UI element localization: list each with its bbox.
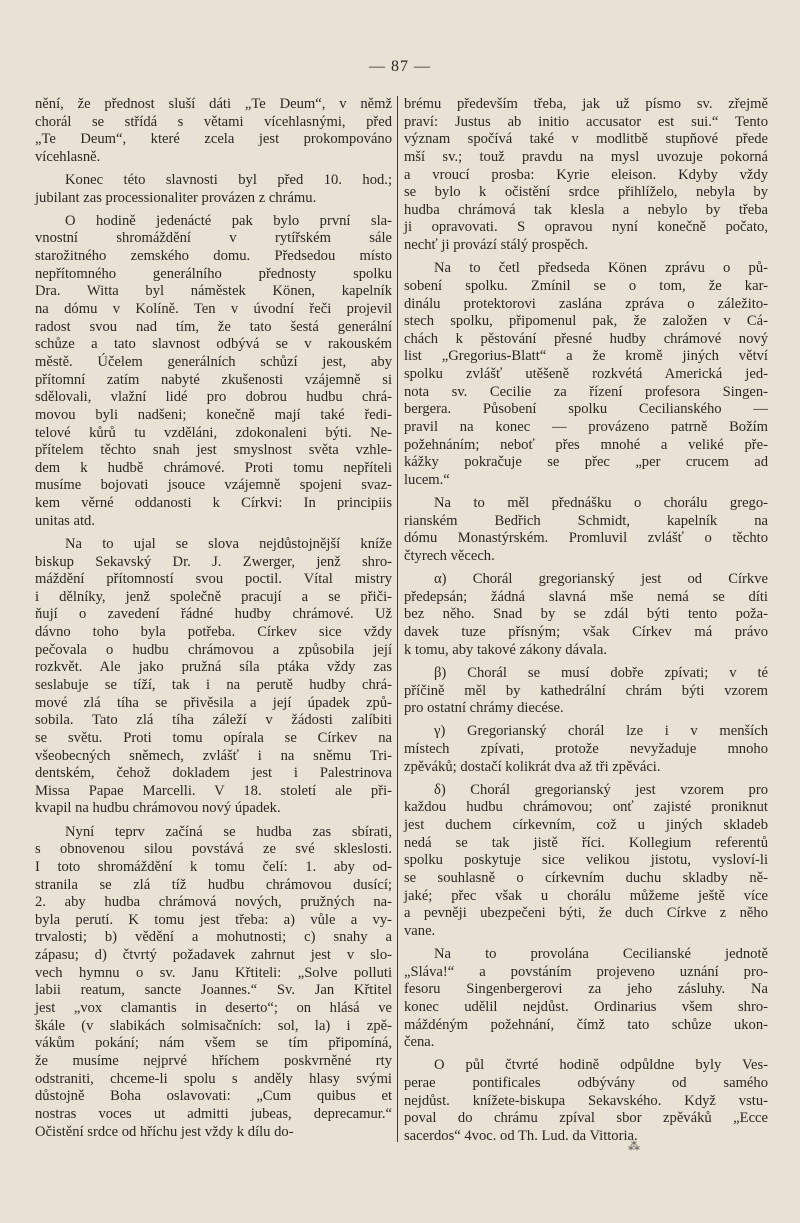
text-line: stech spolku, připomenul pak, že založen v Cá- bbox=[404, 313, 768, 330]
text-line: movou byli nadšeni; konečně mají také ředi- bbox=[35, 406, 392, 423]
text-line: dómu Monastýrském. Promluvil zvlášť o těchto bbox=[404, 530, 768, 547]
paragraph bbox=[404, 495, 768, 566]
text-line: ňují o zavedení řádné hudby chrámové. Už bbox=[35, 606, 392, 623]
text-line: odstraniti, chceme-li spolu s anděly hlasy svými bbox=[35, 1070, 392, 1087]
text-line: α) Chorál gregorianský jest od Církve bbox=[434, 571, 768, 588]
text-line: pro ostatní chrámy diecése. bbox=[404, 700, 564, 717]
text-line: nejdůst. knížete-biskupa Sekavského. Když vstu- bbox=[404, 1092, 768, 1109]
text-line: Konec této slavnosti byl před 10. hod.; bbox=[65, 172, 392, 189]
text-line: se bylo k očistění srdce přihlíželo, nebyla by bbox=[404, 184, 768, 201]
text-line: se světu. Proti tomu opírala se Církev na bbox=[35, 729, 392, 746]
text-line: jest „vox clamantis in deserto“; on hlásá ve bbox=[35, 1000, 392, 1017]
text-line: Nyní teprv začíná se hudba zas sbírati, bbox=[65, 823, 392, 840]
text-line: čena. bbox=[404, 1034, 435, 1051]
text-line: hudba chrámová tak klesla a nebylo by třeba bbox=[404, 201, 768, 218]
text-line: labii reatum, sancte Joannes.“ Sv. Jan Křtitel bbox=[35, 982, 392, 999]
text-line: vnostní shromáždění v rytířském sále bbox=[35, 230, 392, 247]
text-line: radost svou nad tím, že tato šestá generální bbox=[35, 318, 392, 335]
text-line: sobila. Tato zlá tíha záleží v žádosti zalíbiti bbox=[35, 712, 392, 729]
text-line: i dělníky, jenž společně pracují a se přiči- bbox=[35, 588, 392, 605]
text-line: předepsán; žádná slavná mše nemá se díti bbox=[404, 588, 768, 605]
text-line: škále (v slabikách solmisačních: sol, la) i zpě- bbox=[35, 1017, 392, 1034]
paragraph bbox=[35, 536, 392, 818]
paragraph bbox=[404, 96, 768, 255]
text-line: sacerdos“ 4voc. od Th. Lud. da Vittoria. bbox=[404, 1127, 638, 1144]
paragraph bbox=[404, 571, 768, 659]
text-line: sobení spolku. Zmínil se o tom, že kar- bbox=[404, 277, 768, 294]
text-line: konec udělil nejdůst. Ordinarius všem shro- bbox=[404, 998, 768, 1015]
text-line: spolku zvlášť utěšeně rozkvétá Americká jed- bbox=[404, 366, 768, 383]
text-line: musíme bojovati jsouce vzájemně spojeni svaz- bbox=[35, 477, 392, 494]
text-line: I toto shromáždění k tomu čelí: 1. aby od- bbox=[35, 858, 392, 875]
paragraph bbox=[404, 1057, 768, 1145]
text-line: všeobecných sněmech, zvlášť i na sněmu Tri- bbox=[35, 747, 392, 764]
text-line: 2. aby hudba chrámová nových, pružných na- bbox=[35, 894, 392, 911]
text-line: starožitného zemského domu. Předsedou místo bbox=[35, 248, 392, 265]
text-line: byla perutí. K tomu jest třeba: a) vůle a vy- bbox=[35, 911, 392, 928]
text-line: nechť ji provází stálý prospěch. bbox=[404, 237, 589, 254]
text-line: místech zpívati, protože nevyžaduje mnoho bbox=[404, 740, 768, 757]
text-line: dem k hudbě chrámové. Proti tomu nepříteli bbox=[35, 459, 392, 476]
text-line: pečovala o hudbu chrámovou a způsobila její bbox=[35, 641, 392, 658]
text-line: poval do chrámu zpíval sbor zpěváků „Ecce bbox=[404, 1110, 768, 1127]
text-line: zpěváků; dostačí kolikrát dva až tři zpěváci. bbox=[404, 758, 661, 775]
text-line: že musíme nejprvé hříchem poskvrněné rty bbox=[35, 1052, 392, 1069]
text-line: „Sláva!“ a povstáním projeveno uznání pro- bbox=[404, 963, 768, 980]
text-line: nepřítomného generálního přednosty spolku bbox=[35, 265, 392, 282]
text-line: nostras voces ut admitti jubeas, deprecamur.“ bbox=[35, 1105, 392, 1122]
paragraph bbox=[35, 172, 392, 207]
text-line: unitas atd. bbox=[35, 512, 95, 529]
text-line: schůze a tato slavnost odbývá se v rakouském bbox=[35, 336, 392, 353]
text-line: přítomní zatím nabyté zkušenosti vzájemně si bbox=[35, 371, 392, 388]
right-column bbox=[404, 96, 768, 1151]
text-line: a vroucí prosba: Kyrie eleison. Kdyby vždy bbox=[404, 166, 768, 183]
text-line: list „Gregorius-Blatt“ a že kromě jiných větví bbox=[404, 348, 768, 365]
text-line: γ) Gregorianský chorál lze i v menších bbox=[434, 723, 768, 740]
text-line: telové kůrů tu vzděláni, zdokonaleni býti. Ne- bbox=[35, 424, 392, 441]
text-line: chorál se střídá s větami vícehlasnými, před bbox=[35, 113, 392, 130]
text-line: Missa Papae Marcelli. V 18. století ale při- bbox=[35, 782, 392, 799]
text-line: „Te Deum“, které zcela jest prokompováno bbox=[35, 131, 392, 148]
text-line: kem věrné oddanosti k Církvi: In principiis bbox=[35, 495, 392, 512]
end-ornament: ⁂ bbox=[628, 1139, 640, 1153]
text-line: se souhlasně o církevním duchu skladby ně- bbox=[404, 869, 768, 886]
text-line: kvapil na hudbu chrámovou nový úpadek. bbox=[35, 800, 281, 817]
text-line: jest duchem církevním, což u jiných skladeb bbox=[404, 816, 768, 833]
text-line: Na to provolána Cecilianské jednotě bbox=[434, 945, 768, 962]
text-line: máždění přítomností svou poctil. Vítal mistry bbox=[35, 571, 392, 588]
text-line: příčině měl by kathedrální chrám býti vzorem bbox=[404, 682, 768, 699]
text-line: chách k pěstování přesné hudby chrámové nový bbox=[404, 330, 768, 347]
text-line: Na to četl předseda Könen zprávu o pů- bbox=[434, 260, 768, 277]
text-line: nění, že přednost sluší dáti „Te Deum“, v němž bbox=[35, 96, 392, 112]
text-line: bez něho. Snad by se zdál býti tento poža- bbox=[404, 606, 768, 623]
text-line: seslabuje se tíží, tak i na perutě hudby chrá- bbox=[35, 677, 392, 693]
left-column bbox=[35, 96, 392, 1147]
text-line: ji opravovati. S opravou nyní konečně počato, bbox=[404, 219, 768, 236]
text-line: praví: Justus ab initio accusator est sui.“ Tento bbox=[404, 113, 768, 130]
paragraph bbox=[404, 723, 768, 776]
text-line: O půl čtvrté hodině odpůldne byly Ves- bbox=[434, 1057, 768, 1074]
text-line: jubilant zas processionaliter provázen z chrámu. bbox=[35, 189, 317, 206]
text-line: stranila se zlá tíž hudbu chrámovou dusící; bbox=[35, 876, 392, 893]
text-line: bergera. Působení spolku Cecilianského — bbox=[404, 401, 768, 418]
text-line: dávno toho byla potřeba. Církev sice vždy bbox=[35, 624, 392, 641]
text-line: s obnovenou silou povstává ze své skleslosti. bbox=[35, 841, 392, 858]
text-line: perae pontificales odbývány od samého bbox=[404, 1074, 768, 1091]
column-divider bbox=[397, 96, 398, 1142]
text-line: brému především třeba, jak už písmo sv. zřejmě bbox=[404, 96, 768, 112]
text-line: přítelem těchto snah jest smyslnost světa vzhle- bbox=[35, 442, 392, 459]
text-line: spolku poskytuje sice velikou jistotu, vysloví-li bbox=[404, 852, 768, 869]
text-line: vech hymnu o sv. Janu Křtiteli: „Solve polluti bbox=[35, 964, 392, 981]
paragraph bbox=[35, 213, 392, 531]
paragraph bbox=[404, 260, 768, 489]
page-number: — 87 — bbox=[369, 58, 431, 75]
text-line: Na to ujal se slova nejdůstojnější kníže bbox=[65, 535, 392, 552]
text-line: význam spočívá také v modlitbě stupňové přede bbox=[404, 131, 768, 148]
paragraph bbox=[404, 946, 768, 1052]
text-line: O hodině jedenácté pak bylo první sla- bbox=[65, 212, 392, 229]
text-line: davek tuze přísným; však Církev má právo bbox=[404, 624, 768, 641]
text-line: nota sv. Cecilie za řízení profesora Singen- bbox=[404, 383, 768, 400]
text-line: máždéným požehnání, čímž tato schůze ukon- bbox=[404, 1016, 768, 1033]
text-line: Dra. Witta byl náměstek Könen, kapelník bbox=[35, 283, 392, 300]
text-line: rozkvět. Ale jako pružná síla ptáka vždy zas bbox=[35, 659, 392, 676]
text-line: pravil na konec — provázeno patrně Božím bbox=[404, 419, 768, 436]
text-line: lucem.“ bbox=[404, 471, 450, 488]
text-line: fesoru Singenbergerovi za jeho zásluhy. Na bbox=[404, 981, 768, 998]
text-line: sdělovali, vlažní lidé pro dobrou hudbu chrá- bbox=[35, 389, 392, 406]
text-line: kážky pokračuje se přec „per crucem ad bbox=[404, 454, 768, 471]
text-line: zápasu; d) čtvrtý požadavek zahrnut jest v slo- bbox=[35, 947, 392, 964]
text-line: a pevněji ubezpečeni býti, že duch Církve z něho bbox=[404, 905, 768, 922]
text-line: každou hudbu chrámovou; onť zajisté proniknut bbox=[404, 799, 768, 816]
text-line: dentském, čehož dokladem jest i Palestrinova bbox=[35, 765, 392, 782]
paragraph bbox=[404, 782, 768, 941]
paragraph bbox=[35, 824, 392, 1142]
text-line: nedá se tak jistě říci. Kollegium referentů bbox=[404, 834, 768, 851]
text-line: biskup Sekavský Dr. J. Zwerger, jenž shro- bbox=[35, 553, 392, 570]
text-line: mší sv.; touž pravdu na mysl uvozuje pokorná bbox=[404, 148, 768, 165]
text-line: Očistění srdce od hříchu jest vždy k dílu do- bbox=[35, 1123, 294, 1140]
text-line: vícehlasně. bbox=[35, 148, 101, 165]
text-line: vane. bbox=[404, 922, 436, 939]
text-line: mové zlá tíha se přivěsila a její úpadek způ- bbox=[35, 694, 392, 711]
text-line: čtyrech věcech. bbox=[404, 548, 495, 565]
text-line: trvalosti; b) vědění a mohutnosti; c) snahy a bbox=[35, 929, 392, 946]
text-line: dinálu protektorovi zaslána zpráva o záležito- bbox=[404, 295, 768, 312]
text-line: požehnáním; neboť přes mnohé a veliké pře- bbox=[404, 436, 768, 453]
paragraph bbox=[35, 96, 392, 167]
text-line: vákům pokání; nám všem se tím připomíná, bbox=[35, 1035, 392, 1052]
text-line: důstojně Boha oslavovati: „Cum quibus et bbox=[35, 1088, 392, 1105]
text-line: jaké; přec však u chorálu můžeme ještě více bbox=[404, 887, 768, 904]
text-line: k tomu, aby takové zákony dávala. bbox=[404, 641, 608, 658]
text-line: městě. Účelem generálních schůzí jest, aby bbox=[35, 353, 392, 370]
text-line: β) Chorál se musí dobře zpívati; v té bbox=[434, 664, 768, 681]
text-line: rianském Bedřich Schmidt, kapelník na bbox=[404, 512, 768, 529]
text-line: δ) Chorál gregorianský jest vzorem pro bbox=[434, 781, 768, 798]
text-line: na dómu v Kolíně. Ten v úvodní řeči projevil bbox=[35, 301, 392, 318]
paragraph bbox=[404, 665, 768, 718]
text-line: Na to měl přednášku o chorálu grego- bbox=[434, 495, 768, 512]
